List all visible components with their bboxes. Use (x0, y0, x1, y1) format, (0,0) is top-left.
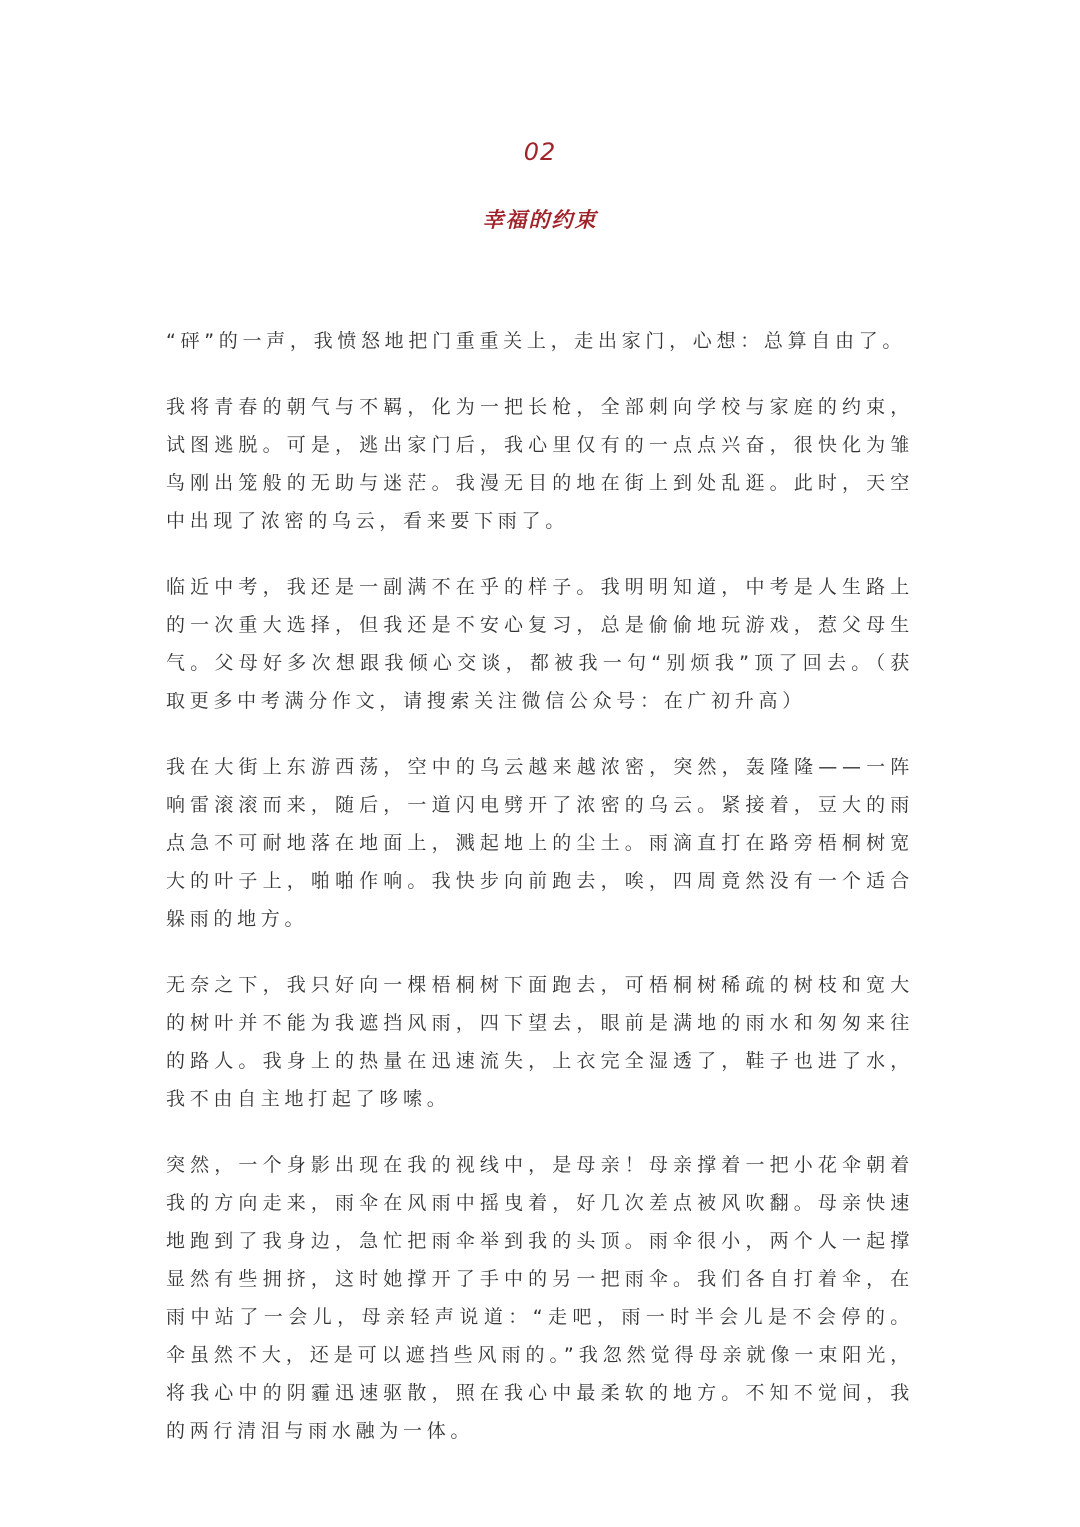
paragraph: 临近中考，我还是一副满不在乎的样子。我明明知道，中考是人生路上的一次重大选择，但我还是不安心复习，总是偷偷地玩游戏，惹父母生气。父母好多次想跟我倾心交谈，都被我一句“别烦我”顶了回去。（获取更多中考满分作文，请搜索关注微信公众号：在广初升高） (166, 576, 914, 712)
paragraph: 无奈之下，我只好向一棵梧桐树下面跑去，可梧桐树稀疏的树枝和宽大的树叶并不能为我遮挡风雨，四下望去，眼前是满地的雨水和匆匆来往的路人。我身上的热量在迅速流失，上衣完全湿透了，鞋子也进了水，我不由自主地打起了哆嗦。 (166, 974, 914, 1110)
section-number: 02 (523, 138, 557, 166)
paragraph: 我将青春的朝气与不羁，化为一把长枪，全部刺向学校与家庭的约束，试图逃脱。可是，逃出家门后，我心里仅有的一点点兴奋，很快化为雏鸟刚出笼般的无助与迷茫。我漫无目的地在街上到处乱逛。此时，天空中出现了浓密的乌云，看来要下雨了。 (166, 396, 914, 532)
article-body (166, 322, 914, 1478)
section-title: 幸福的约束 (482, 208, 598, 232)
paragraph: 突然，一个身影出现在我的视线中，是母亲！母亲撑着一把小花伞朝着我的方向走来，雨伞在风雨中摇曳着，好几次差点被风吹翻。母亲快速地跑到了我身边，急忙把雨伞举到我的头顶。雨伞很小，两个人一起撑显然有些拥挤，这时她撑开了手中的另一把雨伞。我们各自打着伞，在雨中站了一会儿，母亲轻声说道：“走吧，雨一时半会儿是不会停的。伞虽然不大，还是可以遮挡些风雨的。”我忽然觉得母亲就像一束阳光，将我心中的阴霾迅速驱散，照在我心中最柔软的地方。不知不觉间，我的两行清泪与雨水融为一体。 (166, 1154, 914, 1442)
paragraph: 我在大街上东游西荡，空中的乌云越来越浓密，突然，轰隆隆——一阵响雷滚滚而来，随后，一道闪电劈开了浓密的乌云。紧接着，豆大的雨点急不可耐地落在地面上，溅起地上的尘土。雨滴直打在路旁梧桐树宽大的叶子上，啪啪作响。我快步向前跑去，唉，四周竟然没有一个适合躲雨的地方。 (166, 756, 914, 930)
paragraph: “砰”的一声，我愤怒地把门重重关上，走出家门，心想：总算自由了。 (166, 330, 907, 352)
